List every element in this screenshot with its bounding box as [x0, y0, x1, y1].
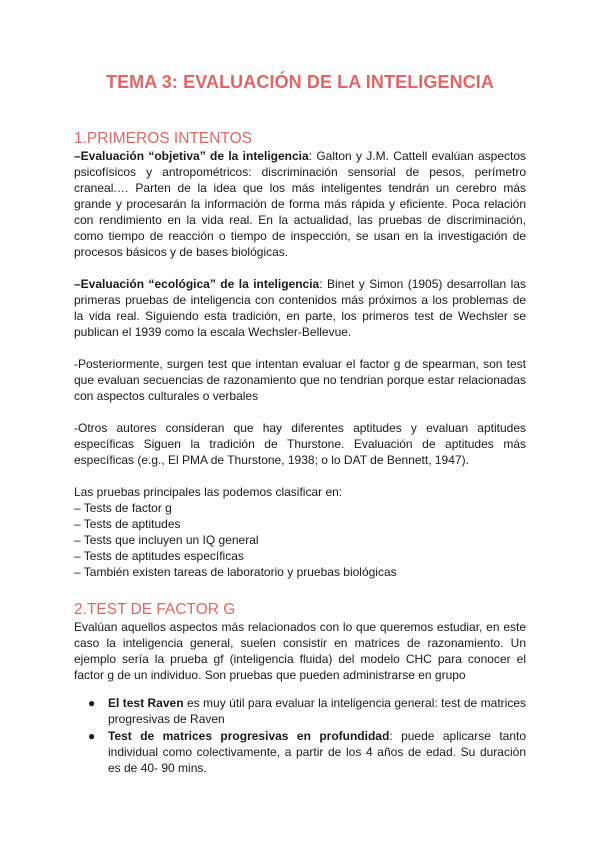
paragraph-aptitudes-especificas: -Otros autores consideran que hay diferentes aptitudes y evaluan aptitudes específicas Siguen la tradición de Thurstone. Evaluación de aptitudes más específicas (e.g., El PMA de Thurstone, 1938; o lo DAT de Bennett, 1947).	[74, 421, 526, 467]
bullet-icon: ●	[88, 729, 96, 743]
bullet-list	[74, 695, 526, 776]
document-title: TEMA 3: EVALUACIÓN DE LA INTELIGENCIA	[105, 72, 495, 92]
paragraph-factor-g-spearman: -Posteriormente, surgen test que intentan evaluar el factor g de spearman, son test que evaluan secuencias de razonamiento que no tendrian porque estar relacionadas con aspectos culturales o verbales	[74, 357, 526, 403]
classification-list	[74, 484, 526, 580]
list-item: – Tests de aptitudes específicas	[74, 549, 244, 563]
paragraph-text: : Galton y J.M. Cattell evalúan aspectos psicofísicos y antropométricos: discriminación sensorial de pesos, perímetro craneal.… Parten de la idea que los más inteligentes tendrán un cerebro más grande y procesarán la información de forma más rápida y eficiente. Poca relación con rendimiento en la vida real. En la actualidad, las pruebas de discriminación, como tiempo de reacción o tiempo de inspección, se usan en la investigación de procesos básicos y de bases biológicas.	[74, 149, 526, 259]
bullet-item-raven	[88, 695, 526, 727]
paragraph-evaluacion-ecologica	[74, 276, 526, 340]
section-heading-test-factor-g: 2.TEST DE FACTOR G	[74, 601, 236, 618]
bullet-text: : puede aplicarse tanto individual como colectivamente, a partir de los 4 años de edad. Su duración es de 40- 90 mins.	[108, 729, 527, 775]
list-item: – Tests de factor g	[74, 501, 172, 515]
paragraph-test-factor-g: Evalúan aquellos aspectos más relacionados con lo que queremos estudiar, en este caso la inteligencia general, suelen consistir en matrices de razonamiento. Un ejemplo sería la prueba gf (inteligencia fluida) del modelo CHC para conocer el factor g de un individuo. Son pruebas que pueden administrarse en grupo	[74, 620, 526, 682]
paragraph-evaluacion-objetiva	[74, 148, 526, 260]
bullet-icon: ●	[88, 696, 96, 710]
term-evaluacion-ecologica: –Evaluación “ecológica” de la inteligencia	[74, 277, 320, 291]
term-test-matrices: Test de matrices progresivas en profundidad	[108, 729, 390, 743]
paragraph-text: : Binet y Simon (1905) desarrollan las primeras pruebas de inteligencia con contenidos más próximos a los problemas de la vida real. Siguiendo esta tradición, en parte, los primeros test de Wechsler se publican el 1939 como la escala Wechsler-Bellevue.	[74, 277, 527, 339]
term-evaluacion-objetiva: –Evaluación “objetiva” de la inteligencia	[74, 149, 309, 163]
bullet-item-matrices-profundidad	[88, 728, 527, 776]
bullet-text: es muy útil para evaluar la inteligencia general: test de matrices progresivas de Raven	[108, 696, 526, 726]
term-test-raven: El test Raven	[108, 696, 184, 710]
list-intro: Las pruebas principales las podemos clasificar en:	[74, 485, 343, 499]
section-heading-primeros-intentos: 1.PRIMEROS INTENTOS	[74, 130, 252, 147]
list-item: – Tests de aptitudes	[74, 517, 181, 531]
list-item: – Tests que incluyen un IQ general	[74, 533, 259, 547]
list-item: – También existen tareas de laboratorio y pruebas biológicas	[74, 565, 397, 579]
